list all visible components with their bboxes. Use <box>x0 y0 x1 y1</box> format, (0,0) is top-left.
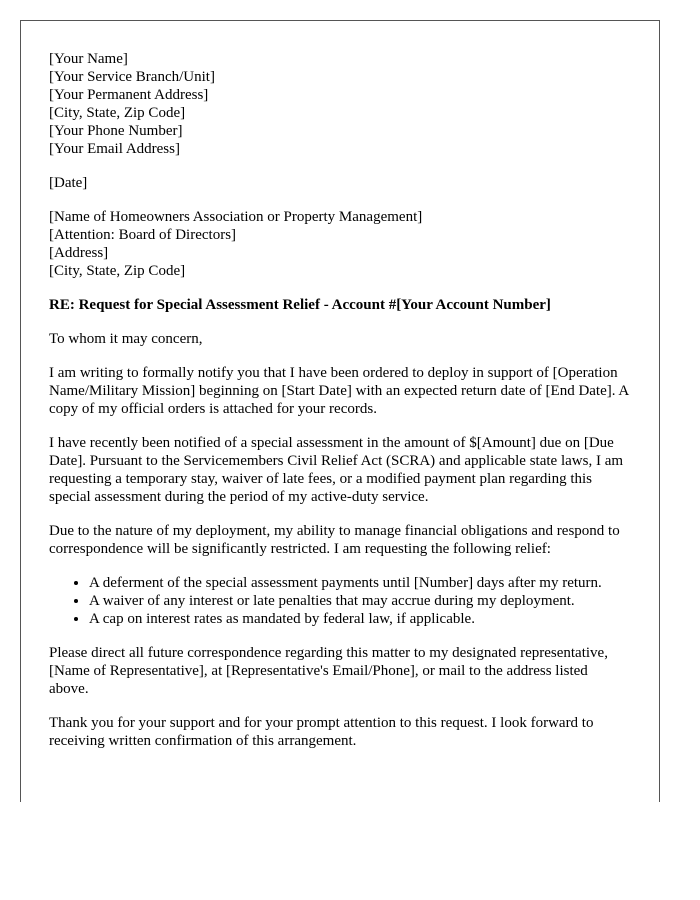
recipient-city: [City, State, Zip Code] <box>49 263 186 279</box>
letter-date: [Date] <box>49 175 88 191</box>
subject-line: RE: Request for Special Assessment Relief - Account #[Your Account Number] <box>49 297 551 313</box>
recipient-org: [Name of Homeowners Association or Property Management] <box>49 209 423 225</box>
sender-block <box>49 50 631 158</box>
sender-branch: [Your Service Branch/Unit] <box>49 69 215 85</box>
sender-phone: [Your Phone Number] <box>49 123 183 139</box>
relief-list <box>49 574 631 628</box>
closing-paragraph: Thank you for your support and for your prompt attention to this request. I look forward to receiving written confirmation of this arrangement. <box>49 715 594 749</box>
recipient-block <box>49 208 631 280</box>
salutation: To whom it may concern, <box>49 331 203 347</box>
letter-page <box>20 20 660 802</box>
sender-email: [Your Email Address] <box>49 141 180 157</box>
body-paragraph: Due to the nature of my deployment, my ability to manage financial obligations and respond to correspondence will be significantly restricted. I am requesting the following relief: <box>49 523 620 557</box>
relief-list-item: • A deferment of the special assessment payments until [Number] days after my return. <box>89 574 631 592</box>
sender-name: [Your Name] <box>49 51 128 67</box>
body-paragraph: I am writing to formally notify you that I have been ordered to deploy in support of [Operation Name/Military Mission] beginning on [Start Date] with an expected return date of [End Date]. A copy of my official orders is attached for your records. <box>49 365 629 417</box>
recipient-attention: [Attention: Board of Directors] <box>49 227 237 243</box>
body-paragraph: I have recently been notified of a special assessment in the amount of $[Amount] due on [Due Date]. Pursuant to the Servicemembers Civil Relief Act (SCRA) and applicable state laws, I am requesting a temporary stay, waiver of late fees, or a modified payment plan regarding this special assessment during the period of my active-duty service. <box>49 435 624 505</box>
closing-paragraph: Please direct all future correspondence regarding this matter to my designated representative, [Name of Representative], at [Representative's Email/Phone], or mail to the address listed above. <box>49 645 608 697</box>
sender-city: [City, State, Zip Code] <box>49 105 186 121</box>
relief-list-item: • A cap on interest rates as mandated by federal law, if applicable. <box>89 610 631 628</box>
recipient-address: [Address] <box>49 245 109 261</box>
relief-list-item: • A waiver of any interest or late penalties that may accrue during my deployment. <box>89 592 631 610</box>
sender-address: [Your Permanent Address] <box>49 87 209 103</box>
date-line <box>49 174 631 192</box>
